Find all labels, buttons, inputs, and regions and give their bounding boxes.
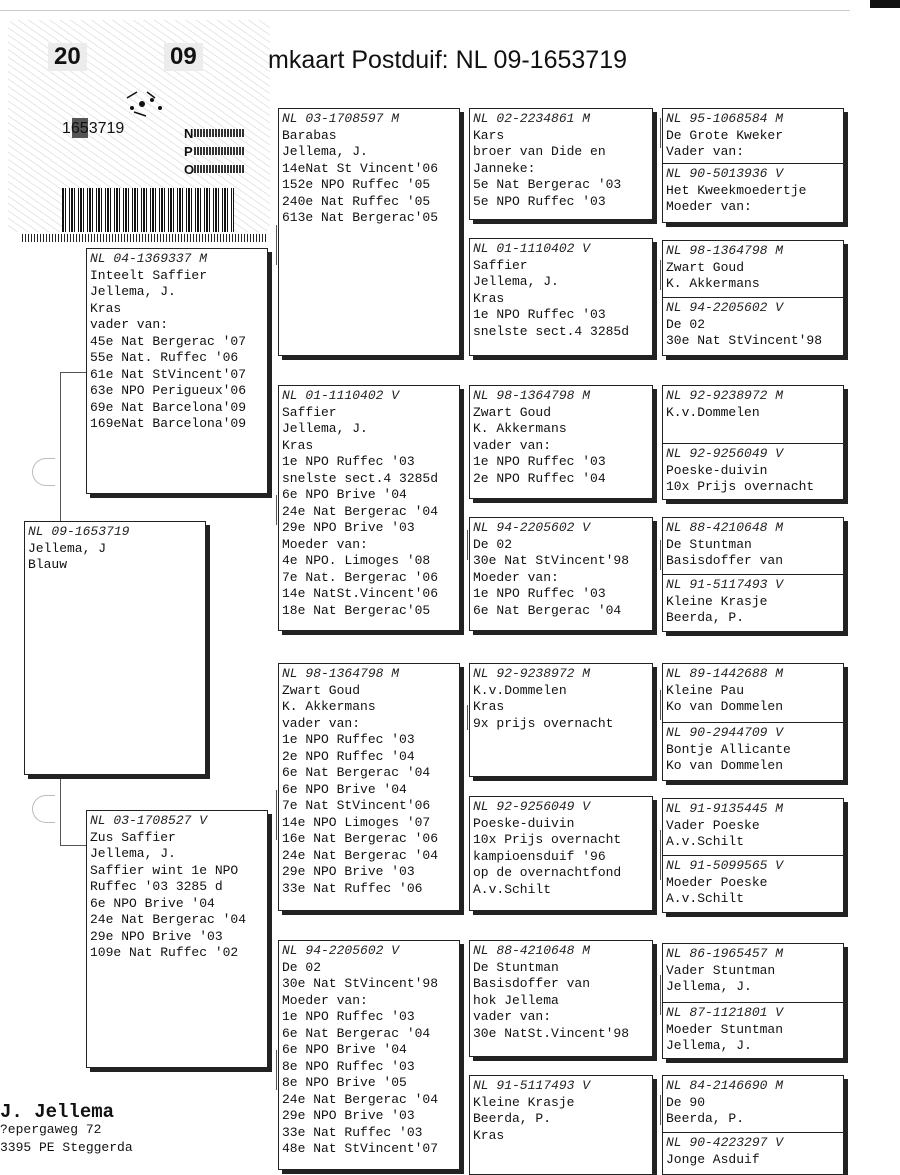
pedigree-line: K. Akkermans: [282, 699, 376, 714]
pedigree-line: Vader van:: [666, 144, 745, 159]
pedigree-line: vader van:: [473, 1009, 552, 1024]
pedigree-line: 48e Nat StVincent'07: [282, 1141, 439, 1156]
pedigree-line: 10x Prijs overnacht: [666, 479, 815, 494]
pedigree-line: De 02: [473, 536, 513, 552]
ring-header: NL 91-5117493 V: [473, 1078, 591, 1093]
pedigree-line: 14e NPO Limoges '07: [282, 814, 431, 830]
ring-header: NL 92-9256049 V: [666, 446, 784, 461]
pedigree-box-ggp-6[interactable]: [469, 796, 653, 911]
pedigree-line: Zus Saffier: [90, 829, 176, 845]
ring-header: NL 04-1369337 M: [90, 251, 208, 266]
pedigree-line: Moeder van:: [473, 569, 559, 585]
pedigree-box-ggp-2[interactable]: [469, 238, 653, 356]
logo-letter-o: O: [184, 161, 195, 177]
ring-header: NL 95-1068584 M: [666, 111, 784, 126]
pedigree-line: Jellema, J.: [282, 421, 368, 436]
barcode-strip: [22, 234, 268, 242]
pedigree-line: Kras: [282, 437, 314, 453]
pedigree-line: 18e Nat Bergerac'05: [282, 602, 431, 618]
pedigree-box-gggp-pair-2[interactable]: [662, 240, 844, 356]
ring-header: NL 89-1442688 M: [666, 666, 784, 681]
pedigree-box-subject[interactable]: [24, 521, 206, 775]
pedigree-line: 2e NPO Ruffec '04: [473, 470, 606, 486]
pedigree-line: Zwart Goud: [282, 682, 361, 698]
pedigree-line: Ko van Dommelen: [666, 699, 784, 714]
pedigree-line: Zwart Goud: [473, 404, 552, 420]
ring-header: NL 90-5013936 V: [666, 166, 784, 181]
connector-mf-mff: [467, 705, 468, 730]
pedigree-line: Jonge Asduif: [666, 1151, 760, 1167]
pedigree-line: Inteelt Saffier: [90, 267, 208, 283]
pedigree-line: 33e Nat Ruffec '03: [282, 1124, 423, 1140]
ring-header: NL 98-1364798 M: [282, 666, 400, 681]
pedigree-box-gggp-pair-8[interactable]: [662, 1075, 844, 1175]
corner-mark: [870, 0, 900, 8]
pedigree-line: Blauw: [28, 557, 68, 572]
pedigree-box-grandmother-paternal[interactable]: [278, 385, 460, 631]
breeder-name: J. Jellema: [0, 1101, 115, 1123]
pedigree-line: Kras: [90, 300, 122, 316]
pedigree-line: Vader Stuntman: [666, 962, 776, 978]
ring-header: NL 01-1110402 V: [473, 241, 591, 256]
ring-header: NL 88-4210648 M: [666, 520, 784, 535]
pedigree-line: Beerda, P.: [666, 1111, 745, 1126]
connector-g1: [660, 118, 661, 148]
pedigree-line: K. Akkermans: [666, 276, 760, 291]
pedigree-line: 7e Nat StVincent'06: [282, 798, 431, 813]
pedigree-line: A.v.Schilt: [666, 834, 745, 849]
pedigree-line: Poeske-duivin: [666, 462, 768, 478]
pedigree-line: 14eNat St Vincent'06: [282, 160, 439, 176]
ring-header: NL 03-1708597 M: [282, 111, 400, 126]
pedigree-line: Het Kweekmoedertje: [666, 182, 807, 198]
pedigree-line: Vader Poeske: [666, 817, 760, 833]
pedigree-line: K.v.Dommelen: [666, 404, 760, 420]
ring-header: NL 86-1965457 M: [666, 946, 784, 961]
ring-header: NL 09-1653719: [28, 524, 130, 539]
pedigree-line: snelste sect.4 3285d: [282, 470, 439, 486]
pedigree-line: 30e Nat StVincent'98: [473, 553, 630, 568]
pedigree-line: 30e Nat StVincent'98: [282, 976, 439, 991]
pedigree-line: 240e Nat Ruffec '05: [282, 193, 431, 209]
ring-header: NL 94-2205602 V: [473, 520, 591, 535]
ring-header: NL 94-2205602 V: [666, 300, 784, 315]
pedigree-line: Ko van Dommelen: [666, 758, 784, 773]
ring-header: NL 98-1364798 M: [666, 243, 784, 258]
ring-header: NL 02-2234861 M: [473, 111, 591, 126]
pedigree-line: 9x prijs overnacht: [473, 715, 614, 731]
pedigree-line: 1e NPO Ruffec '03: [473, 307, 606, 322]
pedigree-line: Jellema, J: [28, 540, 107, 556]
breeder-street: ?epergaweg 72: [0, 1122, 102, 1137]
pedigree-line: 24e Nat Bergerac '04: [282, 503, 439, 519]
pedigree-line: Kleine Pau: [666, 682, 745, 698]
pedigree-line: 7e Nat. Bergerac '06: [282, 569, 439, 585]
pedigree-line: 152e NPO Ruffec '05: [282, 177, 431, 192]
pedigree-box-gggp-pair-7[interactable]: [662, 943, 844, 1059]
pedigree-box-mother[interactable]: [86, 810, 268, 1068]
pedigree-line: 30e NatSt.Vincent'98: [473, 1025, 630, 1041]
ring-header: NL 92-9256049 V: [473, 799, 591, 814]
pedigree-line: 2e NPO Ruffec '04: [282, 748, 415, 764]
pedigree-line: Poeske-duivin: [473, 815, 575, 831]
pedigree-line: Jellema, J.: [666, 979, 752, 994]
connector-g5: [660, 690, 661, 720]
pedigree-line: Jellema, J.: [666, 1038, 752, 1053]
pedigree-line: 24e Nat Bergerac '04: [282, 1091, 439, 1107]
connector-mother-h: [60, 845, 88, 846]
pedigree-line: 6e NPO Brive '04: [282, 781, 407, 797]
pedigree-line: 29e NPO Brive '03: [90, 928, 223, 944]
punch-hole-mark: [32, 795, 55, 823]
ring-header: NL 03-1708527 V: [90, 813, 208, 828]
pedigree-line: 5e NPO Ruffec '03: [473, 193, 606, 209]
pedigree-line: Moeder Poeske: [666, 874, 768, 890]
pedigree-line: 30e Nat StVincent'98: [666, 333, 823, 348]
pedigree-line: 169eNat Barcelona'09: [90, 416, 247, 431]
pedigree-line: De Stuntman: [666, 536, 752, 552]
pedigree-box-ggp-7[interactable]: [469, 940, 653, 1057]
connector-mother-mm: [276, 1050, 277, 1090]
pedigree-line: A.v.Schilt: [473, 881, 552, 897]
pedigree-line: Janneke:: [473, 160, 536, 176]
connector-subject-father: [60, 372, 61, 522]
pedigree-line: 8e NPO Brive '05: [282, 1075, 407, 1090]
logo-letter-p: P: [184, 143, 193, 159]
pedigree-line: 6e Nat Bergerac '04: [282, 765, 431, 780]
barcode-icon: [62, 188, 234, 232]
ring-header: NL 01-1110402 V: [282, 388, 400, 403]
pedigree-box-ggp-3[interactable]: [469, 385, 653, 499]
connector-g2: [660, 260, 661, 290]
pedigree-line: Moeder Stuntman: [666, 1021, 784, 1037]
ring-header: NL 92-9238972 M: [473, 666, 591, 681]
pedigree-line: 6e NPO Brive '04: [90, 895, 215, 911]
pedigree-box-grandfather-paternal[interactable]: [278, 108, 460, 356]
pedigree-line: Jellema, J.: [473, 274, 559, 289]
ring-header: NL 84-2146690 M: [666, 1078, 784, 1093]
pedigree-line: 6e Nat Bergerac '04: [473, 602, 622, 618]
pedigree-line: 61e Nat StVincent'07: [90, 366, 247, 382]
pedigree-line: broer van Dide en: [473, 144, 606, 159]
pedigree-line: Zwart Goud: [666, 259, 745, 275]
stamp-year-left: 20: [48, 43, 87, 71]
pedigree-line: Saffier wint 1e NPO: [90, 862, 239, 878]
pedigree-line: 109e Nat Ruffec '02: [90, 945, 239, 960]
pedigree-line: 29e NPO Brive '03: [282, 520, 415, 535]
pedigree-line: 29e NPO Brive '03: [282, 1108, 415, 1123]
pedigree-line: K. Akkermans: [473, 421, 567, 436]
pedigree-line: Ruffec '03 3285 d: [90, 879, 223, 894]
connector-fm-fmm: [467, 530, 468, 560]
pedigree-box-ggp-1[interactable]: [469, 108, 653, 220]
pedigree-box-gggp-pair-4[interactable]: [662, 517, 844, 632]
logo-letter-n: N: [184, 125, 194, 141]
pedigree-line: A.v.Schilt: [666, 891, 745, 906]
pedigree-line: 24e Nat Bergerac '04: [90, 912, 247, 927]
pedigree-line: 6e Nat Bergerac '04: [282, 1025, 431, 1041]
pedigree-line: Kras: [473, 699, 505, 714]
pedigree-line: 45e Nat Bergerac '07: [90, 333, 247, 349]
pedigree-line: De Grote Kweker: [666, 127, 784, 143]
pedigree-line: 10x Prijs overnacht: [473, 832, 622, 847]
ring-header: NL 90-4223297 V: [666, 1135, 784, 1150]
pedigree-line: 16e Nat Bergerac '06: [282, 831, 439, 846]
pedigree-line: Jellema, J.: [90, 284, 176, 299]
pedigree-line: 6e NPO Brive '04: [282, 487, 407, 502]
pedigree-line: 1e NPO Ruffec '03: [473, 454, 606, 469]
pedigree-line: Beerda, P.: [666, 610, 745, 625]
pedigree-box-grandfather-maternal[interactable]: [278, 663, 460, 911]
pedigree-line: 33e Nat Ruffec '06: [282, 880, 423, 896]
pedigree-line: Basisdoffer van: [473, 976, 591, 991]
pedigree-box-ggp-4[interactable]: [469, 517, 653, 631]
pedigree-line: 6e NPO Brive '04: [282, 1042, 407, 1057]
ring-header: NL 90-2944709 V: [666, 725, 784, 740]
punch-hole-mark: [32, 458, 55, 486]
pedigree-line: Barabas: [282, 127, 337, 143]
pedigree-line: 63e NPO Perigueux'06: [90, 383, 247, 398]
ring-header: NL 94-2205602 V: [282, 943, 400, 958]
connector-father-h: [60, 372, 88, 373]
pedigree-line: 8e NPO Ruffec '03: [282, 1058, 415, 1074]
pedigree-line: Kleine Krasje: [666, 593, 768, 609]
pedigree-line: De 02: [666, 316, 706, 332]
pedigree-line: Saffier: [473, 257, 528, 273]
ring-header: NL 88-4210648 M: [473, 943, 591, 958]
pedigree-line: De 02: [282, 959, 322, 975]
connector-g8: [660, 1095, 661, 1125]
pedigree-line: vader van:: [90, 317, 169, 332]
pedigree-line: 1e NPO Ruffec '03: [282, 1009, 415, 1024]
pedigree-line: kampioensduif '96: [473, 848, 606, 864]
pedigree-box-ggp-8[interactable]: [469, 1075, 653, 1175]
pedigree-line: Beerda, P.: [473, 1111, 552, 1126]
pedigree-line: K.v.Dommelen: [473, 682, 567, 698]
pedigree-line: Kras: [473, 1127, 505, 1143]
top-rule: [0, 10, 850, 11]
pedigree-line: Moeder van:: [666, 199, 752, 214]
stamp-ring-number: 1653719: [62, 120, 125, 137]
connector-g7: [660, 975, 661, 1015]
pedigree-box-gggp-pair-3[interactable]: [662, 385, 844, 500]
pedigree-line: 24e Nat Bergerac '04: [282, 847, 439, 863]
pedigree-line: 5e Nat Bergerac '03: [473, 177, 622, 192]
breeder-city: 3395 PE Steggerda: [0, 1140, 133, 1155]
pedigree-line: 4e NPO. Limoges '08: [282, 553, 431, 568]
pedigree-line: Kars: [473, 127, 505, 143]
pedigree-line: Bontje Allicante: [666, 741, 791, 757]
pedigree-line: 1e NPO Ruffec '03: [473, 586, 606, 601]
pedigree-line: hok Jellema: [473, 992, 559, 1008]
pedigree-line: snelste sect.4 3285d: [473, 323, 630, 339]
breeder-address: [0, 1103, 133, 1157]
pedigree-box-father[interactable]: [86, 248, 268, 494]
pedigree-line: Moeder van:: [282, 536, 368, 552]
pedigree-line: De 90: [666, 1094, 706, 1110]
ring-header: NL 98-1364798 M: [473, 388, 591, 403]
pedigree-box-gggp-pair-5[interactable]: [662, 663, 844, 781]
connector-g4: [660, 540, 661, 570]
page-title: mkaart Postduif: NL 09-1653719: [268, 46, 628, 74]
pedigree-line: De Stuntman: [473, 959, 559, 975]
ring-header: NL 92-9238972 M: [666, 388, 784, 403]
pedigree-line: vader van:: [473, 437, 552, 453]
connector-father-ff: [276, 225, 277, 265]
ring-header: NL 91-5117493 V: [666, 577, 784, 592]
connector-mother-mf: [276, 790, 277, 840]
pedigree-line: Jellema, J.: [282, 144, 368, 159]
pedigree-line: Kras: [473, 290, 505, 306]
pedigree-line: Basisdoffer van: [666, 553, 784, 568]
connector-g6: [660, 830, 661, 880]
ring-header: NL 91-9135445 M: [666, 801, 784, 816]
pedigree-line: 1e NPO Ruffec '03: [282, 732, 415, 747]
pedigree-box-gggp-pair-6[interactable]: [662, 798, 844, 913]
ring-header: NL 91-5099565 V: [666, 858, 784, 873]
pedigree-line: 69e Nat Barcelona'09: [90, 399, 247, 415]
pedigree-line: 55e Nat. Ruffec '06: [90, 350, 239, 365]
pedigree-line: 14e NatSt.Vincent'06: [282, 586, 439, 601]
pedigree-line: Kleine Krasje: [473, 1094, 575, 1110]
pedigree-line: Moeder van:: [282, 992, 368, 1008]
pedigree-line: vader van:: [282, 715, 361, 731]
connector-subject-mother: [60, 775, 61, 845]
ring-header: NL 87-1121801 V: [666, 1005, 784, 1020]
pedigree-line: 29e NPO Brive '03: [282, 864, 415, 879]
pedigree-line: op de overnachtfond: [473, 865, 622, 880]
pedigree-line: 1e NPO Ruffec '03: [282, 454, 415, 469]
pedigree-line: 613e Nat Bergerac'05: [282, 210, 439, 225]
pedigree-box-gggp-pair-1[interactable]: [662, 108, 844, 223]
pedigree-line: Jellema, J.: [90, 846, 176, 861]
pedigree-line: Saffier: [282, 404, 337, 420]
pedigree-box-ggp-5[interactable]: [469, 663, 653, 777]
npo-logo: [184, 124, 248, 180]
pedigree-box-grandmother-maternal[interactable]: [278, 940, 460, 1170]
ring-stamp: [8, 20, 268, 230]
stamp-year-right: 09: [164, 43, 203, 71]
connector-father-fm: [276, 495, 277, 525]
